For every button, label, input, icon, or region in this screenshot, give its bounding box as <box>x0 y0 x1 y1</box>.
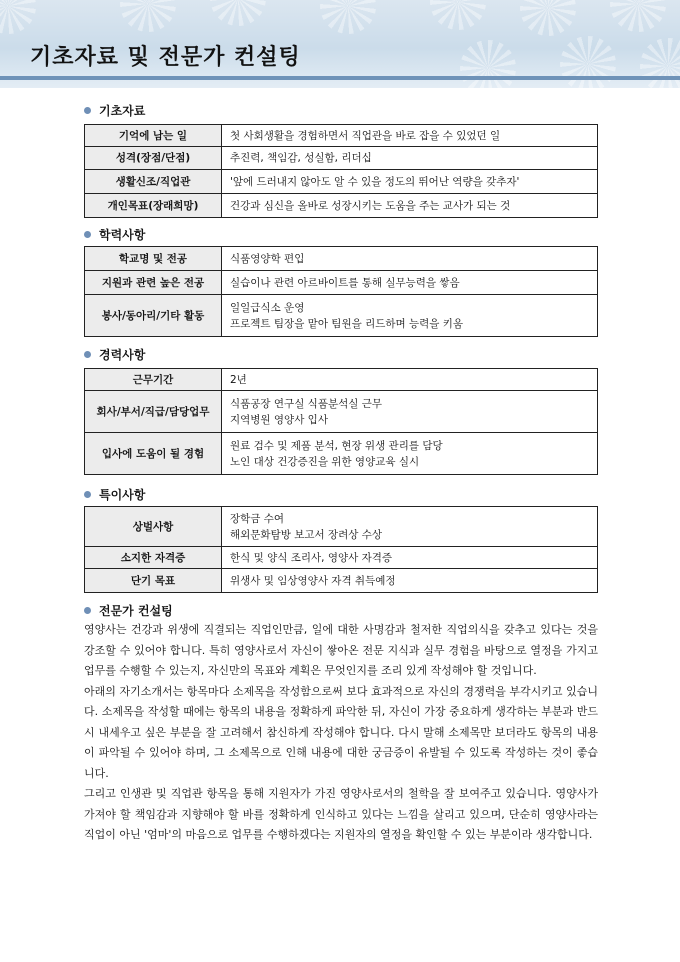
bullet-icon <box>84 607 91 614</box>
row-label: 기억에 남는 일 <box>85 125 222 147</box>
decorative-pattern <box>430 0 486 30</box>
header-banner <box>0 0 680 88</box>
table-row <box>85 247 598 271</box>
row-label: 근무기간 <box>85 369 222 391</box>
row-label: 회사/부서/직급/담당업무 <box>85 391 222 433</box>
row-value: 첫 사회생활을 경험하면서 직업관을 바로 잡을 수 있었던 일 <box>222 125 598 147</box>
paragraph: 그리고 인생관 및 직업관 항목을 통해 지원자가 가진 영양사로서의 철학을 잘 보여주고 있습니다. 영양사가 가져야 할 책임감과 지향해야 할 바를 정확하게 인식하고 있다는 느낌을 살리고 있으며, 단순히 영양사라는 직업이 아닌 '엄마'의 마음으로 업무를 수행하겠다는 지원자의 열정을 확인할 수 있는 부분이라 생각합니다. <box>84 787 598 841</box>
table-row <box>85 125 598 147</box>
bullet-icon <box>84 491 91 498</box>
career-table <box>84 368 598 475</box>
row-label: 지원과 관련 높은 전공 <box>85 271 222 295</box>
decorative-pattern <box>560 36 616 88</box>
table-row <box>85 147 598 170</box>
row-value <box>222 391 598 433</box>
table-row <box>85 391 598 433</box>
section-heading-special: 특이사항 <box>84 486 145 503</box>
row-value-line: 일일급식소 운영 <box>230 301 305 314</box>
decorative-pattern <box>520 0 576 36</box>
row-value-line: 장학금 수여 <box>230 512 285 525</box>
row-value: 위생사 및 임상영양사 자격 취득예정 <box>222 569 598 593</box>
table-row <box>85 569 598 593</box>
decorative-pattern <box>460 40 516 88</box>
row-value-line: 프로젝트 팀장을 맡아 팀원을 리드하며 능력을 키움 <box>230 317 464 330</box>
basic-info-table <box>84 124 598 218</box>
row-label: 소지한 자격증 <box>85 547 222 569</box>
decorative-pattern <box>640 38 680 88</box>
row-value <box>222 295 598 337</box>
banner-divider <box>0 76 680 80</box>
section-heading-consulting: 전문가 컨설팅 <box>84 602 173 619</box>
paragraph: 영양사는 건강과 위생에 직결되는 직업인만큼, 일에 대한 사명감과 철저한 직업의식을 갖추고 있다는 것을 강조할 수 있어야 합니다. 특히 영양사로서 자신이 쌓아온 전문 지식과 실무 경험을 바탕으로 열정을 가지고 업무를 수행할 수 있는지, 자신만의 목표와 계획은 무엇인지를 조리 있게 작성해야 할 것입니다. <box>84 623 598 677</box>
consulting-text <box>84 620 598 846</box>
row-value: 2년 <box>222 369 598 391</box>
row-label: 단기 목표 <box>85 569 222 593</box>
row-value-line: 지역병원 영양사 입사 <box>230 413 328 426</box>
section-heading-basic: 기초자료 <box>84 102 145 119</box>
table-row <box>85 433 598 475</box>
decorative-pattern <box>210 0 266 26</box>
section-heading-career: 경력사항 <box>84 346 145 363</box>
decorative-pattern <box>0 0 36 34</box>
paragraph: 아래의 자기소개서는 항목마다 소제목을 작성함으로써 보다 효과적으로 자신의 경쟁력을 부각시키고 있습니다. 소제목을 작성할 때에는 항목의 내용을 정확하게 파악한 뒤, 자신이 가장 중요하게 생각하는 부분과 반드시 내세우고 싶은 부분을 잘 고려해서 참신하게 작성해야 합니다. 다시 말해 소제목만 보더라도 항목의 내용이 파악될 수 있어야 하며, 그 소제목으로 인해 내용에 대한 궁금증이 유발될 수 있도록 작성하는 것이 좋습니다. <box>84 684 598 780</box>
table-row <box>85 194 598 218</box>
section-heading-education: 학력사항 <box>84 226 145 243</box>
table-row <box>85 507 598 547</box>
row-label: 생활신조/직업관 <box>85 170 222 194</box>
row-value: 실습이나 관련 아르바이트를 통해 실무능력을 쌓음 <box>222 271 598 295</box>
bullet-icon <box>84 107 91 114</box>
row-value: 건강과 심신을 올바로 성장시키는 도움을 주는 교사가 되는 것 <box>222 194 598 218</box>
bullet-icon <box>84 231 91 238</box>
row-value: '앞에 드러내지 않아도 알 수 있을 정도의 뛰어난 역량을 갖추자' <box>222 170 598 194</box>
special-table <box>84 506 598 593</box>
row-value-line: 원료 검수 및 제품 분석, 현장 위생 관리를 담당 <box>230 439 443 452</box>
row-value <box>222 433 598 475</box>
bullet-icon <box>84 351 91 358</box>
row-value: 한식 및 양식 조리사, 영양사 자격증 <box>222 547 598 569</box>
row-value <box>222 507 598 547</box>
education-table <box>84 246 598 337</box>
row-label: 개인목표(장래희망) <box>85 194 222 218</box>
decorative-pattern <box>120 0 176 32</box>
decorative-pattern <box>320 0 376 34</box>
table-row <box>85 369 598 391</box>
row-value: 추진력, 책임감, 성실함, 리더십 <box>222 147 598 170</box>
row-label: 학교명 및 전공 <box>85 247 222 271</box>
row-label: 성격(장점/단점) <box>85 147 222 170</box>
row-label: 입사에 도움이 될 경험 <box>85 433 222 475</box>
decorative-pattern <box>610 0 666 32</box>
row-label: 상벌사항 <box>85 507 222 547</box>
row-value: 식품영양학 편입 <box>222 247 598 271</box>
table-row <box>85 271 598 295</box>
row-label: 봉사/동아리/기타 활동 <box>85 295 222 337</box>
table-row <box>85 547 598 569</box>
table-row <box>85 295 598 337</box>
row-value-line: 노인 대상 건강증진을 위한 영양교육 실시 <box>230 455 420 468</box>
row-value-line: 식품공장 연구실 식품분석실 근무 <box>230 397 383 410</box>
table-row <box>85 170 598 194</box>
page-title: 기초자료 및 전문가 컨설팅 <box>30 45 301 70</box>
row-value-line: 해외문화탐방 보고서 장려상 수상 <box>230 528 383 541</box>
